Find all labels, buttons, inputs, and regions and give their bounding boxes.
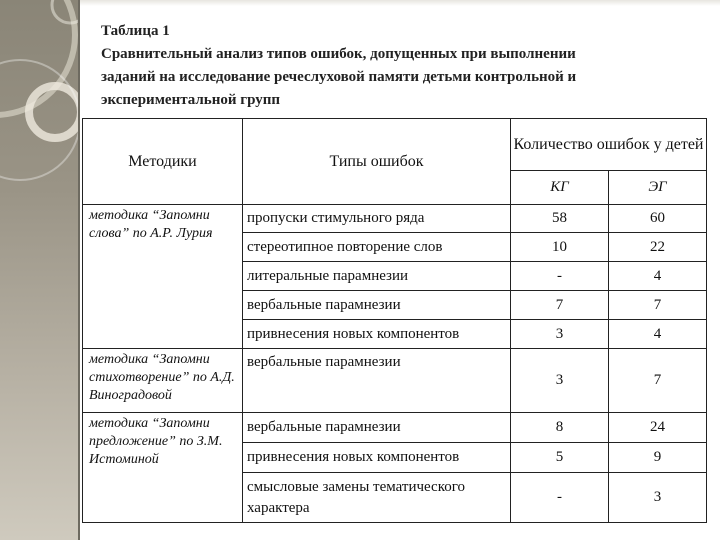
kg-value: 3 — [511, 320, 609, 349]
header-methods: Методики — [83, 119, 243, 205]
header-eg: ЭГ — [609, 171, 707, 205]
caption-line-4: экспериментальной групп — [101, 92, 281, 108]
kg-value: 3 — [511, 349, 609, 413]
error-type-cell: привнесения новых компонентов — [243, 443, 511, 473]
eg-value: 24 — [609, 413, 707, 443]
decorative-circles-graphic — [0, 0, 78, 540]
error-type-cell: вербальные парамнезии — [243, 413, 511, 443]
method-cell: методика “Запомни предложение” по З.М. Истоминой — [83, 413, 243, 523]
caption-line-3: заданий на исследование речеслуховой памяти детьми контрольной и — [101, 69, 577, 85]
kg-value: 8 — [511, 413, 609, 443]
error-type-cell: стереотипное повторение слов — [243, 233, 511, 262]
eg-value: 60 — [609, 205, 707, 233]
method-cell: методика “Запомни стихотворение” по А.Д. Виноградовой — [83, 349, 243, 413]
error-type-cell: вербальные парамнезии — [243, 291, 511, 320]
decorative-divider — [78, 0, 80, 540]
table-caption — [101, 20, 701, 112]
kg-value: 10 — [511, 233, 609, 262]
table-row — [83, 413, 707, 443]
caption-title: Таблица 1 — [101, 23, 170, 39]
eg-value: 22 — [609, 233, 707, 262]
top-shade — [80, 0, 720, 6]
eg-value: 7 — [609, 291, 707, 320]
kg-value: 5 — [511, 443, 609, 473]
header-error-types: Типы ошибок — [243, 119, 511, 205]
eg-value: 4 — [609, 262, 707, 291]
table-row — [83, 205, 707, 233]
error-type-cell: пропуски стимульного ряда — [243, 205, 511, 233]
kg-value: 58 — [511, 205, 609, 233]
error-type-cell: смысловые замены тематического характера — [243, 473, 511, 523]
method-cell: методика “Запомни слова” по А.Р. Лурия — [83, 205, 243, 349]
eg-value: 9 — [609, 443, 707, 473]
error-type-cell: литеральные парамнезии — [243, 262, 511, 291]
kg-value: - — [511, 262, 609, 291]
error-type-cell: привнесения новых компонентов — [243, 320, 511, 349]
header-error-count: Количество ошибок у детей — [511, 119, 707, 171]
eg-value: 3 — [609, 473, 707, 523]
error-type-cell: вербальные парамнезии — [243, 349, 511, 413]
eg-value: 4 — [609, 320, 707, 349]
kg-value: - — [511, 473, 609, 523]
errors-table — [82, 118, 707, 523]
eg-value: 7 — [609, 349, 707, 413]
caption-line-2: Сравнительный анализ типов ошибок, допущенных при выполнении — [101, 46, 576, 62]
kg-value: 7 — [511, 291, 609, 320]
decorative-side-strip — [0, 0, 78, 540]
table-row — [83, 349, 707, 413]
header-kg: КГ — [511, 171, 609, 205]
